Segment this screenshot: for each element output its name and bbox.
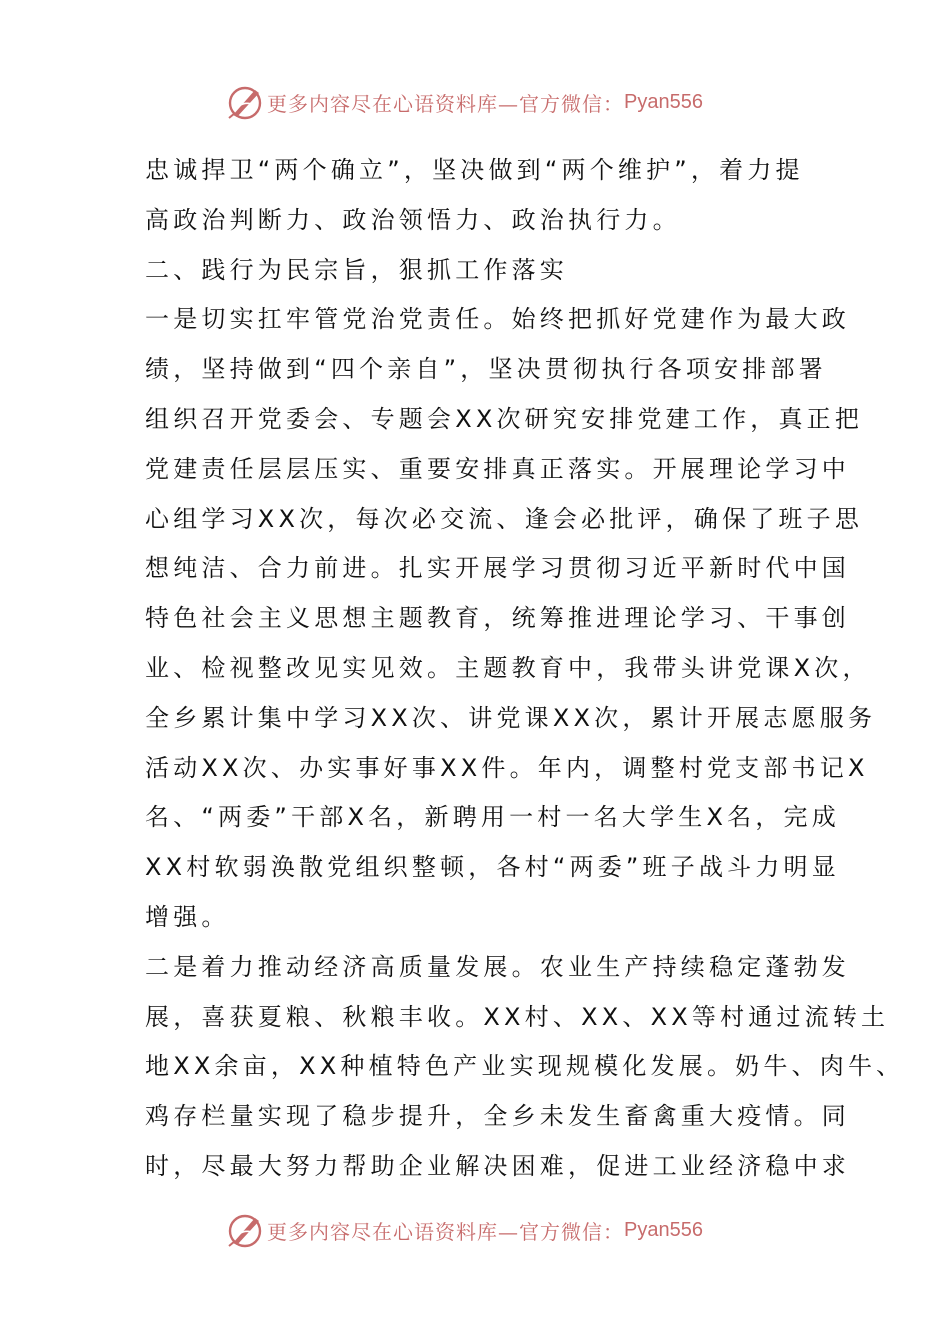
body-line: 特色社会主义思想主题教育，统筹推进理论学习、干事创 xyxy=(145,604,850,633)
body-line: 展，喜获夏粮、秋粮丰收。XX村、XX、XX等村通过流转土 xyxy=(145,1002,890,1031)
body-line: 想纯洁、合力前进。扎实开展学习贯彻习近平新时代中国 xyxy=(145,554,850,583)
pen-circle-logo-icon xyxy=(225,82,265,122)
body-line: 组织召开党委会、专题会XX次研究安排党建工作，真正把 xyxy=(145,404,864,433)
section-heading: 二、践行为民宗旨，狠抓工作落实 xyxy=(145,255,568,284)
body-line: 党建责任层层压实、重要安排真正落实。开展理论学习中 xyxy=(145,454,850,483)
body-line: 忠诚捍卫“两个确立”，坚决做到“两个维护”，着力提 xyxy=(145,156,804,184)
body-line: 高政治判断力、政治领悟力、政治执行力。 xyxy=(145,205,681,234)
footer-watermark-banner xyxy=(225,1208,745,1252)
footer-banner-text: 更多内容尽在心语资料库—官方微信： xyxy=(267,1219,624,1244)
document-body xyxy=(145,146,905,1192)
body-line: 增强。 xyxy=(145,902,230,931)
body-line: 绩，坚持做到“四个亲自”，坚决贯彻执行各项安排部署 xyxy=(145,355,827,384)
body-line: 鸡存栏量实现了稳步提升，全乡未发生畜禽重大疫情。同 xyxy=(145,1102,850,1131)
body-line: 名、“两委”干部X名，新聘用一村一名大学生X名，完成 xyxy=(145,803,840,832)
body-line: 地XX余亩，XX种植特色产业实现规模化发展。奶牛、肉牛、 xyxy=(145,1052,905,1081)
body-line: 时，尽最大努力帮助企业解决困难，促进工业经济稳中求 xyxy=(145,1151,850,1180)
header-watermark-banner xyxy=(225,80,745,124)
body-line: XX村软弱涣散党组织整顿，各村“两委”班子战斗力明显 xyxy=(145,853,840,882)
header-banner-text: 更多内容尽在心语资料库—官方微信： xyxy=(267,91,624,116)
body-line: 业、检视整改见实见效。主题教育中，我带头讲党课X次， xyxy=(145,653,871,682)
header-banner-handle: Pyan556 xyxy=(624,90,703,113)
body-line: 一是切实扛牢管党治党责任。始终把抓好党建作为最大政 xyxy=(145,305,850,334)
pen-circle-logo-icon xyxy=(225,1210,265,1250)
body-line: 活动XX次、办实事好事XX件。年内，调整村党支部书记X xyxy=(145,753,869,782)
body-line: 二是着力推动经济高质量发展。农业生产持续稳定蓬勃发 xyxy=(145,952,850,981)
body-line: 全乡累计集中学习XX次、讲党课XX次，累计开展志愿服务 xyxy=(145,703,877,732)
footer-banner-handle: Pyan556 xyxy=(624,1218,703,1241)
body-line: 心组学习XX次，每次必交流、逢会必批评，确保了班子思 xyxy=(145,504,864,533)
